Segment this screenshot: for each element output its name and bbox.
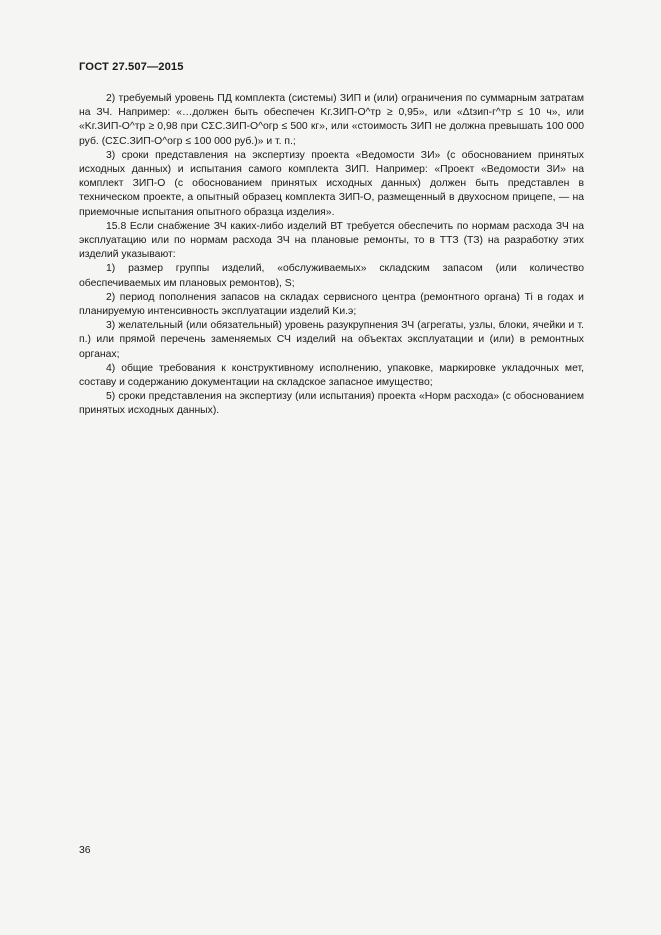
- paragraph-review-deadlines-zi: 3) сроки представления на экспертизу проекта «Ведомости ЗИ» (с обоснованием принятых исходных данных) и испытания самого комплекта ЗИП. Например: «Проект «Ведомости ЗИ» на комплект ЗИП-О (с обоснованием принятых исходных данных) должен быть представлен в техническом проекте, а опытный образец комплекта ЗИП-О, размещенный в двухосном прицепе, — на приемочные испытания опытного образца изделия».: [79, 149, 584, 218]
- page-number: 36: [79, 845, 91, 856]
- paragraph-replenishment-period: 2) период пополнения запасов на складах сервисного центра (ремонтного органа) Ti в годах и планируемую интенсивность эксплуатации изделий Kи.э;: [79, 291, 584, 318]
- paragraph-design-requirements: 4) общие требования к конструктивному исполнению, упаковке, маркировке укладочных мет, составу и содержанию документации на складское запасное имущество;: [79, 362, 584, 389]
- paragraph-disaggregation-level: 3) желательный (или обязательный) уровень разукрупнения ЗЧ (агрегаты, узлы, блоки, ячейки и т. п.) или прямой перечень заменяемых СЧ изделий на объектах эксплуатации и (или) в ремонтных органах;: [79, 320, 584, 360]
- paragraph-review-deadlines-norms: 5) сроки представления на экспертизу (или испытания) проекта «Норм расхода» (с обоснованием принятых исходных данных).: [79, 391, 584, 417]
- paragraph-group-size: 1) размер группы изделий, «обслуживаемых» складским запасом (или количество обеспечиваемых им плановых ремонтов), S;: [79, 263, 584, 289]
- document-header: ГОСТ 27.507—2015: [79, 61, 184, 73]
- paragraph-required-level: 2) требуемый уровень ПД комплекта (системы) ЗИП и (или) ограничения по суммарным затратам на ЗЧ. Например: «…должен быть обеспечен Kг.ЗИП-О^тр ≥ 0,95», или «Δtзип-г^тр ≤ 10 ч», или «Kг.ЗИП-О^тр ≥ 0,98 при CΣС.ЗИП-О^огр ≤ 500 кг», или «стоимость ЗИП не должна превышать 100 000 руб. (CΣС.ЗИП-О^огр ≤ 100 000 руб.)» и т. п.;: [79, 93, 584, 147]
- paragraph-15-8: 15.8 Если снабжение ЗЧ каких-либо изделий ВТ требуется обеспечить по нормам расхода ЗЧ на эксплуатацию или по нормам расхода ЗЧ на плановые ремонты, то в ТТЗ (ТЗ) на разработку этих изделий указывают:: [79, 220, 584, 261]
- document-body: [79, 92, 584, 419]
